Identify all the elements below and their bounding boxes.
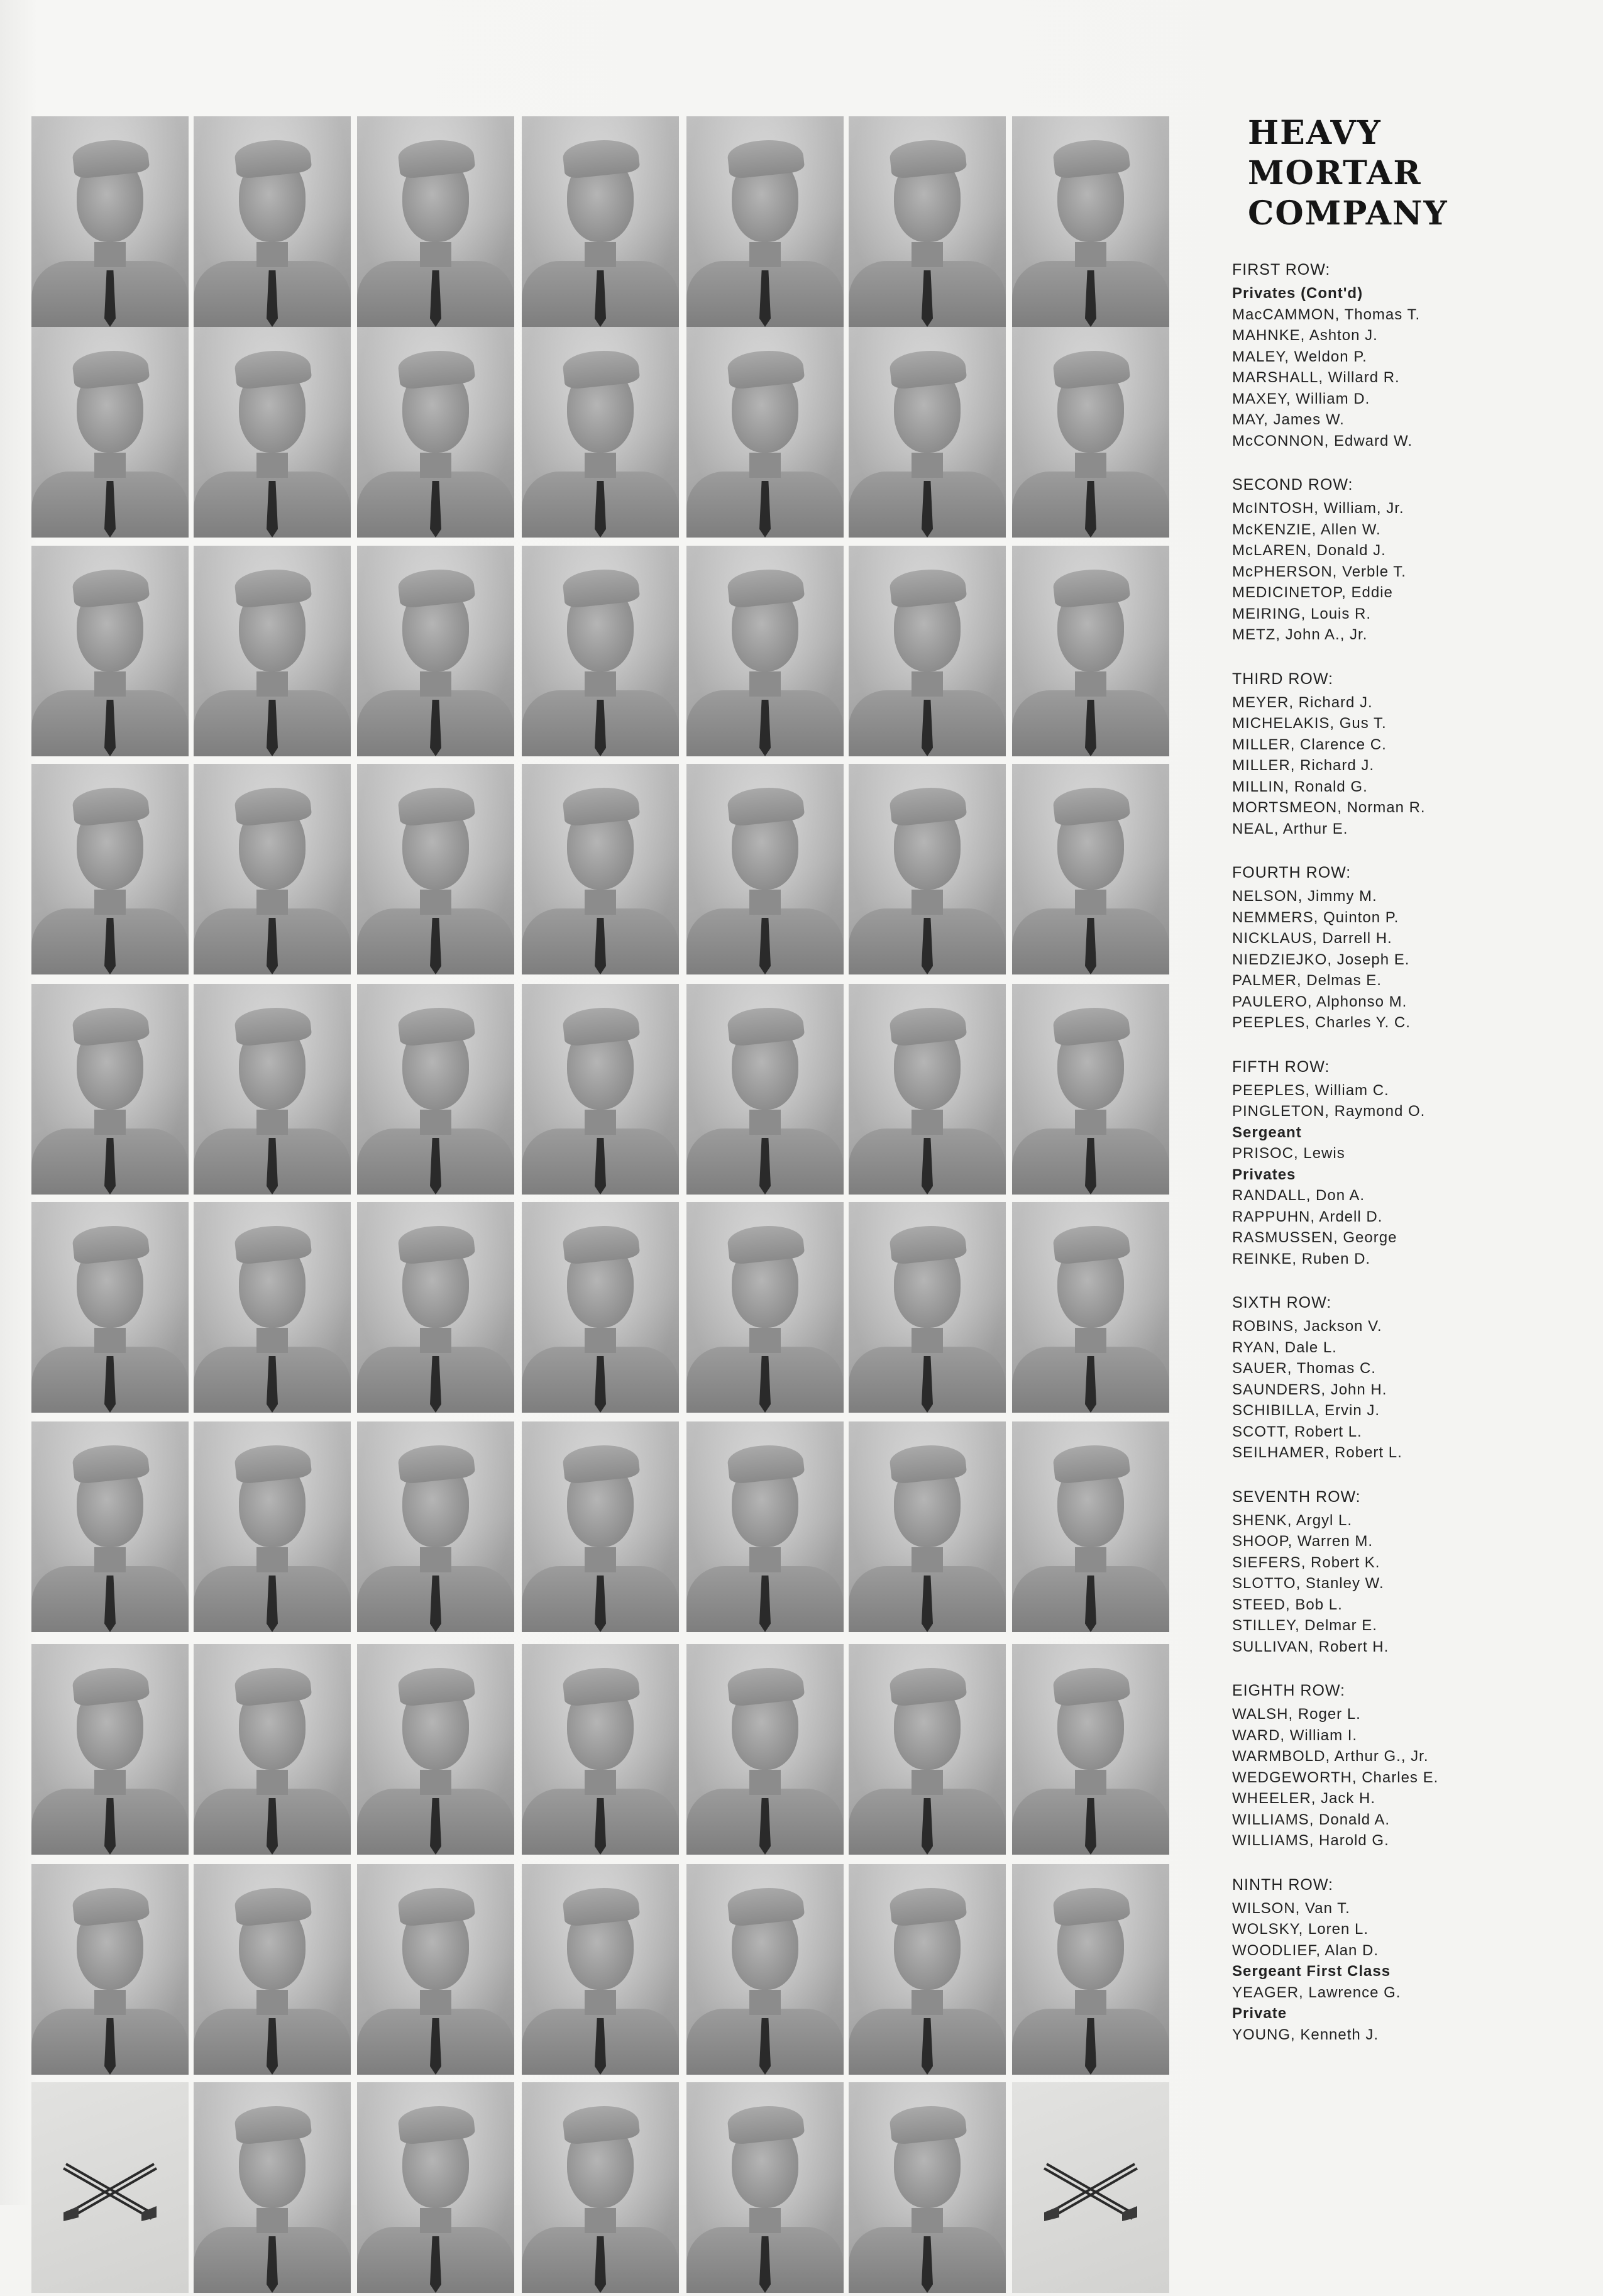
name-entry: WALSH, Roger L.	[1232, 1706, 1361, 1723]
name-entry: MacCAMMON, Thomas T.	[1232, 306, 1421, 323]
portrait-neck	[256, 2208, 288, 2233]
soldier-portrait	[1012, 1644, 1169, 1855]
name-entry: WILLIAMS, Harold G.	[1232, 1832, 1389, 1849]
portrait-neck	[256, 1328, 288, 1353]
portrait-neck	[1075, 1110, 1106, 1135]
name-entry: NIEDZIEJKO, Joseph E.	[1232, 951, 1410, 968]
portrait-neck	[585, 242, 616, 267]
name-entry: PINGLETON, Raymond O.	[1232, 1103, 1426, 1120]
soldier-portrait	[522, 327, 679, 538]
portrait-neck	[749, 671, 781, 697]
row-heading: SIXTH ROW:	[1232, 1294, 1332, 1311]
soldier-portrait	[849, 1864, 1006, 2075]
row-block	[1232, 1292, 1584, 1464]
soldier-portrait	[849, 2082, 1006, 2293]
portrait-neck	[256, 453, 288, 478]
name-entry: METZ, John A., Jr.	[1232, 626, 1368, 643]
portrait-neck	[420, 242, 451, 267]
title-line: MORTAR	[1248, 154, 1422, 192]
portrait-neck	[585, 1328, 616, 1353]
soldier-portrait	[31, 546, 189, 756]
row-block	[1232, 1056, 1584, 1270]
portrait-neck	[420, 1110, 451, 1135]
name-entry: MAY, James W.	[1232, 411, 1345, 428]
row-heading: NINTH ROW:	[1232, 1875, 1333, 1894]
name-entry: YEAGER, Lawrence G.	[1232, 1984, 1401, 2001]
soldier-portrait	[849, 546, 1006, 756]
name-entry: NICKLAUS, Darrell H.	[1232, 930, 1392, 947]
portrait-neck	[749, 1770, 781, 1795]
soldier-portrait	[849, 1644, 1006, 1855]
soldier-portrait	[849, 1421, 1006, 1632]
portrait-grid	[25, 116, 1182, 2090]
portrait-neck	[256, 1110, 288, 1135]
portrait-neck	[749, 1110, 781, 1135]
soldier-portrait	[1012, 327, 1169, 538]
soldier-portrait	[31, 984, 189, 1195]
soldier-portrait	[686, 1864, 844, 2075]
soldier-portrait	[194, 1421, 351, 1632]
name-entry: PALMER, Delmas E.	[1232, 972, 1382, 989]
portrait-neck	[1075, 890, 1106, 915]
row-heading: FOURTH ROW:	[1232, 864, 1352, 881]
name-entry: PEEPLES, Charles Y. C.	[1232, 1014, 1411, 1031]
name-entry: ROBINS, Jackson V.	[1232, 1318, 1382, 1335]
name-entry: MILLER, Richard J.	[1232, 757, 1375, 774]
portrait-row	[25, 1421, 1182, 1635]
portrait-neck	[94, 1547, 126, 1572]
rank-label: Sergeant First Class	[1232, 1963, 1391, 1980]
portrait-neck	[749, 242, 781, 267]
soldier-portrait	[1012, 546, 1169, 756]
portrait-neck	[912, 890, 943, 915]
portrait-neck	[585, 1990, 616, 2015]
name-entry: SHENK, Argyl L.	[1232, 1511, 1353, 1529]
emblem-cell	[31, 2082, 189, 2293]
soldier-portrait	[1012, 764, 1169, 974]
portrait-row	[25, 1864, 1182, 2078]
soldier-portrait	[194, 1202, 351, 1413]
soldier-portrait	[357, 116, 514, 327]
soldier-portrait	[849, 984, 1006, 1195]
portrait-neck	[420, 453, 451, 478]
soldier-portrait	[849, 327, 1006, 538]
soldier-portrait	[849, 1202, 1006, 1413]
portrait-neck	[1075, 1547, 1106, 1572]
soldier-portrait	[849, 764, 1006, 974]
soldier-portrait	[194, 764, 351, 974]
portrait-neck	[585, 453, 616, 478]
soldier-portrait	[686, 2082, 844, 2293]
name-entry: WILLIAMS, Donald A.	[1232, 1811, 1391, 1828]
rank-label: Privates (Cont'd)	[1232, 285, 1363, 302]
soldier-portrait	[522, 764, 679, 974]
row-block	[1232, 259, 1584, 451]
name-entry: SIEFERS, Robert K.	[1232, 1554, 1380, 1571]
row-block	[1232, 1874, 1584, 2046]
portrait-neck	[94, 453, 126, 478]
soldier-portrait	[686, 1202, 844, 1413]
name-entry: WOODLIEF, Alan D.	[1232, 1941, 1379, 1959]
soldier-portrait	[522, 2082, 679, 2293]
portrait-row	[25, 1644, 1182, 1858]
portrait-neck	[94, 671, 126, 697]
portrait-neck	[94, 1990, 126, 2015]
soldier-portrait	[194, 327, 351, 538]
portrait-neck	[420, 671, 451, 697]
soldier-portrait	[357, 327, 514, 538]
portrait-neck	[912, 1990, 943, 2015]
soldier-portrait	[522, 984, 679, 1195]
name-entry: McCONNON, Edward W.	[1232, 432, 1413, 450]
portrait-row	[25, 2082, 1182, 2296]
portrait-neck	[256, 242, 288, 267]
soldier-portrait	[357, 546, 514, 756]
name-entry: McLAREN, Donald J.	[1232, 542, 1386, 559]
soldier-portrait	[357, 984, 514, 1195]
soldier-portrait	[686, 116, 844, 327]
soldier-portrait	[31, 1421, 189, 1632]
portrait-neck	[94, 1328, 126, 1353]
name-entry: SULLIVAN, Robert H.	[1232, 1638, 1389, 1655]
row-heading: FIRST ROW:	[1232, 261, 1331, 279]
soldier-portrait	[1012, 1864, 1169, 2075]
row-heading: SECOND ROW:	[1232, 476, 1353, 494]
name-entry: McPHERSON, Verble T.	[1232, 563, 1406, 580]
name-entry: SLOTTO, Stanley W.	[1232, 1575, 1384, 1592]
portrait-neck	[585, 671, 616, 697]
soldier-portrait	[522, 1202, 679, 1413]
portrait-neck	[912, 1110, 943, 1135]
name-entry: MILLER, Clarence C.	[1232, 736, 1387, 753]
name-entry: WEDGEWORTH, Charles E.	[1232, 1769, 1439, 1786]
row-heading: THIRD ROW:	[1232, 670, 1333, 688]
soldier-portrait	[194, 1644, 351, 1855]
soldier-portrait	[31, 327, 189, 538]
row-block	[1232, 474, 1584, 646]
row-block	[1232, 668, 1584, 840]
name-entry: STILLEY, Delmar E.	[1232, 1617, 1377, 1634]
soldier-portrait	[849, 116, 1006, 327]
portrait-neck	[1075, 671, 1106, 697]
portrait-neck	[256, 1547, 288, 1572]
crossed-rifles-icon	[1040, 2155, 1141, 2224]
portrait-neck	[420, 1990, 451, 2015]
name-entry: REINKE, Ruben D.	[1232, 1250, 1371, 1267]
soldier-portrait	[686, 546, 844, 756]
roster-list	[1232, 259, 1584, 2045]
soldier-portrait	[357, 1644, 514, 1855]
soldier-portrait	[686, 764, 844, 974]
portrait-neck	[749, 2208, 781, 2233]
portrait-row	[25, 764, 1182, 978]
soldier-portrait	[686, 1421, 844, 1632]
portrait-neck	[912, 453, 943, 478]
name-entry: SAUNDERS, John H.	[1232, 1381, 1387, 1398]
soldier-portrait	[357, 1864, 514, 2075]
rank-label: Privates	[1232, 1166, 1296, 1183]
portrait-neck	[749, 453, 781, 478]
name-entry: SEILHAMER, Robert L.	[1232, 1444, 1402, 1461]
name-entry: MAHNKE, Ashton J.	[1232, 327, 1378, 344]
name-entry: STEED, Bob L.	[1232, 1596, 1343, 1613]
soldier-portrait	[522, 1644, 679, 1855]
emblem-cell	[1012, 2082, 1169, 2293]
name-entry: WARMBOLD, Arthur G., Jr.	[1232, 1748, 1429, 1765]
portrait-neck	[94, 242, 126, 267]
name-entry: McKENZIE, Allen W.	[1232, 521, 1381, 538]
name-entry: WOLSKY, Loren L.	[1232, 1921, 1369, 1938]
soldier-portrait	[194, 2082, 351, 2293]
name-entry: MILLIN, Ronald G.	[1232, 778, 1368, 795]
portrait-neck	[749, 890, 781, 915]
portrait-neck	[912, 1547, 943, 1572]
portrait-neck	[585, 1770, 616, 1795]
portrait-neck	[1075, 242, 1106, 267]
name-entry: MAXEY, William D.	[1232, 390, 1370, 407]
row-block	[1232, 1486, 1584, 1658]
soldier-portrait	[686, 327, 844, 538]
soldier-portrait	[31, 116, 189, 327]
portrait-row	[25, 116, 1182, 330]
title-line: COMPANY	[1248, 194, 1448, 233]
name-entry: MEIRING, Louis R.	[1232, 605, 1372, 622]
rank-label: Sergeant	[1232, 1123, 1302, 1141]
soldier-portrait	[31, 1644, 189, 1855]
portrait-row	[25, 984, 1182, 1198]
portrait-neck	[420, 890, 451, 915]
portrait-neck	[420, 2208, 451, 2233]
name-entry: PAULERO, Alphonso M.	[1232, 993, 1407, 1010]
name-entry: NEAL, Arthur E.	[1232, 820, 1348, 837]
name-entry: McINTOSH, William, Jr.	[1232, 500, 1404, 517]
name-entry: MICHELAKIS, Gus T.	[1232, 715, 1387, 732]
portrait-neck	[912, 2208, 943, 2233]
portrait-row	[25, 327, 1182, 541]
name-entry: MARSHALL, Willard R.	[1232, 369, 1400, 386]
portrait-neck	[1075, 1990, 1106, 2015]
name-entry: RYAN, Dale L.	[1232, 1338, 1337, 1356]
portrait-neck	[256, 1990, 288, 2015]
soldier-portrait	[357, 1202, 514, 1413]
portrait-neck	[256, 671, 288, 697]
name-entry: RAPPUHN, Ardell D.	[1232, 1208, 1383, 1225]
name-entry: WILSON, Van T.	[1232, 1899, 1350, 1917]
name-entry: SAUER, Thomas C.	[1232, 1360, 1376, 1377]
portrait-neck	[585, 1110, 616, 1135]
row-heading: SEVENTH ROW:	[1232, 1487, 1361, 1506]
portrait-neck	[585, 1547, 616, 1572]
name-entry: MORTSMEON, Norman R.	[1232, 799, 1426, 816]
company-title	[1248, 113, 1584, 234]
portrait-neck	[1075, 453, 1106, 478]
name-entry: PRISOC, Lewis	[1232, 1145, 1345, 1162]
name-entry: SHOOP, Warren M.	[1232, 1533, 1374, 1550]
portrait-neck	[94, 1770, 126, 1795]
name-entry: SCHIBILLA, Ervin J.	[1232, 1402, 1380, 1419]
portrait-neck	[912, 1328, 943, 1353]
soldier-portrait	[31, 764, 189, 974]
soldier-portrait	[194, 116, 351, 327]
name-entry: NELSON, Jimmy M.	[1232, 888, 1377, 905]
name-entry: PEEPLES, William C.	[1232, 1081, 1389, 1099]
soldier-portrait	[1012, 984, 1169, 1195]
portrait-neck	[94, 890, 126, 915]
name-entry: YOUNG, Kenneth J.	[1232, 2026, 1379, 2043]
soldier-portrait	[522, 116, 679, 327]
name-entry: SCOTT, Robert L.	[1232, 1423, 1362, 1440]
portrait-neck	[1075, 1770, 1106, 1795]
portrait-neck	[749, 1328, 781, 1353]
portrait-neck	[585, 890, 616, 915]
portrait-neck	[912, 242, 943, 267]
soldier-portrait	[31, 1864, 189, 2075]
soldier-portrait	[31, 1202, 189, 1413]
name-entry: RANDALL, Don A.	[1232, 1187, 1365, 1204]
crossed-rifles-icon	[60, 2155, 160, 2224]
portrait-neck	[256, 890, 288, 915]
row-block	[1232, 862, 1584, 1034]
name-entry: MALEY, Weldon P.	[1232, 348, 1367, 365]
row-block	[1232, 1680, 1584, 1852]
soldier-portrait	[194, 1864, 351, 2075]
portrait-neck	[585, 2208, 616, 2233]
name-entry: MEYER, Richard J.	[1232, 693, 1373, 711]
soldier-portrait	[522, 1864, 679, 2075]
soldier-portrait	[357, 764, 514, 974]
portrait-neck	[912, 1770, 943, 1795]
portrait-row	[25, 546, 1182, 759]
soldier-portrait	[1012, 1202, 1169, 1413]
portrait-neck	[420, 1547, 451, 1572]
portrait-neck	[94, 1110, 126, 1135]
row-heading: EIGHTH ROW:	[1232, 1682, 1345, 1699]
name-entry: NEMMERS, Quinton P.	[1232, 908, 1399, 926]
portrait-neck	[749, 1990, 781, 2015]
portrait-neck	[420, 1328, 451, 1353]
rank-label: Private	[1232, 2005, 1287, 2022]
name-entry: MEDICINETOP, Eddie	[1232, 584, 1393, 601]
portrait-neck	[912, 671, 943, 697]
soldier-portrait	[686, 1644, 844, 1855]
soldier-portrait	[357, 2082, 514, 2293]
soldier-portrait	[194, 546, 351, 756]
soldier-portrait	[522, 546, 679, 756]
title-line: HEAVY	[1248, 114, 1382, 152]
soldier-portrait	[686, 984, 844, 1195]
portrait-row	[25, 1202, 1182, 1416]
soldier-portrait	[194, 984, 351, 1195]
portrait-neck	[749, 1547, 781, 1572]
soldier-portrait	[522, 1421, 679, 1632]
soldier-portrait	[357, 1421, 514, 1632]
soldier-portrait	[1012, 1421, 1169, 1632]
name-entry: WARD, William I.	[1232, 1726, 1358, 1744]
portrait-neck	[256, 1770, 288, 1795]
row-heading: FIFTH ROW:	[1232, 1057, 1330, 1076]
name-entry: RASMUSSEN, George	[1232, 1229, 1397, 1246]
name-entry: WHEELER, Jack H.	[1232, 1790, 1376, 1807]
portrait-neck	[1075, 1328, 1106, 1353]
soldier-portrait	[1012, 116, 1169, 327]
portrait-neck	[420, 1770, 451, 1795]
caption-column	[1232, 113, 1584, 2068]
